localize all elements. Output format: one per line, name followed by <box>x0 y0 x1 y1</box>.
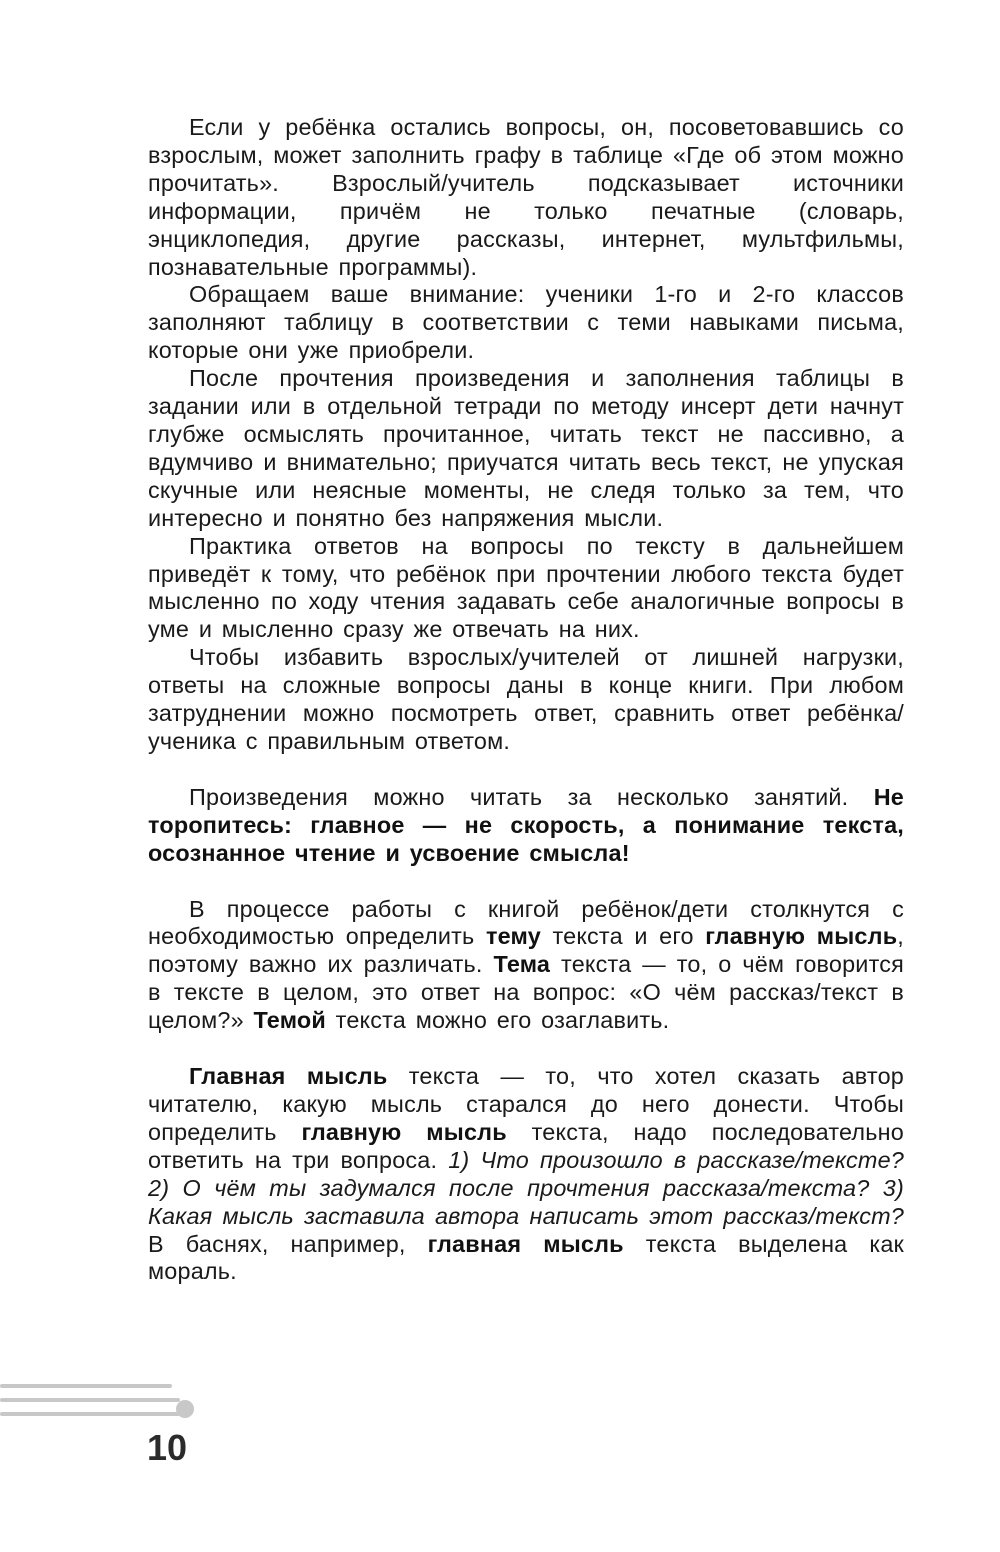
text-run: В баснях, например, <box>148 1230 428 1257</box>
bold-text: главная мысль <box>427 1230 624 1257</box>
bold-text: тему <box>485 923 541 950</box>
bold-text: Не торопитесь: главное — не скорость, а понимание текста, осознанное чтение и усвоение смысла! <box>148 783 904 866</box>
text-run: текста и его <box>540 923 706 950</box>
bold-text: Тема <box>493 951 551 978</box>
decorative-line <box>0 1398 180 1402</box>
bold-text: Главная мысль <box>189 1063 388 1090</box>
paragraph-main-idea <box>148 1063 904 1286</box>
paragraph: После прочтения произведения и заполнения таблицы в задании или в отдельной тетради по методу инсерт дети начнут глубже осмыслять прочитанное, читать текст не пассивно, а вдумчиво и внимательно; приучатся читать весь текст, не упуская скучные или неясные моменты, не следя только за тем, что интересно и понятно без напряжения мысли. <box>148 365 904 531</box>
bold-text: главную мысль <box>705 923 898 950</box>
paragraph: Чтобы избавить взрослых/учителей от лишней нагрузки, ответы на сложные вопросы даны в конце книги. При любом затруднении можно посмотреть ответ, сравнить ответ ребёнка/ученика с правильным ответом. <box>148 644 904 754</box>
text-run: В процессе работы с книгой ребёнок/дети столкнутся с необходимостью определить <box>148 895 904 950</box>
paragraph-theme <box>148 896 904 1036</box>
paragraph: Обращаем ваше внимание: ученики 1-го и 2-го классов заполняют таблицу в соответствии с теми навыками письма, которые они уже приобрели. <box>148 281 904 364</box>
text-run: текста, надо последовательно ответить на три вопроса. <box>148 1118 904 1173</box>
bold-text: главную мысль <box>301 1118 507 1145</box>
decorative-line <box>0 1412 180 1416</box>
text-run: текста можно его озаглавить. <box>325 1007 670 1034</box>
text-run: , поэтому важно их различать. <box>148 923 904 978</box>
text-run: Произведения можно читать за несколько занятий. <box>189 783 874 810</box>
paragraph-tip <box>148 784 904 868</box>
text-run: текста — то, о чём говорится в тексте в целом, это ответ на вопрос: «О чём рассказ/текст в целом?» <box>148 951 904 1034</box>
text-run: текста выделена как мораль. <box>148 1230 904 1285</box>
page-number: 10 <box>147 1427 188 1468</box>
paragraph: Если у ребёнка остались вопросы, он, посоветовавшись со взрослым, может заполнить графу в таблице «Где об этом можно прочитать». Взрослый/учитель подсказывает источники информации, причём не только печатные (словарь, энциклопедия, другие рассказы, интернет, мультфильмы, познавательные программы). <box>148 114 904 280</box>
decorative-line <box>0 1384 172 1388</box>
decorative-dot <box>176 1400 194 1418</box>
text-run: текста — то, что хотел сказать автор читателю, какую мысль старался до него донести. Чтобы определить <box>148 1063 904 1145</box>
bold-text: Темой <box>253 1007 326 1034</box>
paragraph: Практика ответов на вопросы по тексту в дальнейшем приведёт к тому, что ребёнок при прочтении любого текста будет мысленно по ходу чтения задавать себе аналогичные вопросы в уме и мысленно сразу же отвечать на них. <box>148 532 904 643</box>
page-body <box>148 114 904 1286</box>
italic-text: 1) Что произошло в рассказе/тексте? 2) О чём ты задумался после прочтения рассказа/текста? 3) Какая мысль заставила автора написать этот рассказ/текст? <box>148 1146 904 1229</box>
footer-decoration <box>0 1384 200 1424</box>
